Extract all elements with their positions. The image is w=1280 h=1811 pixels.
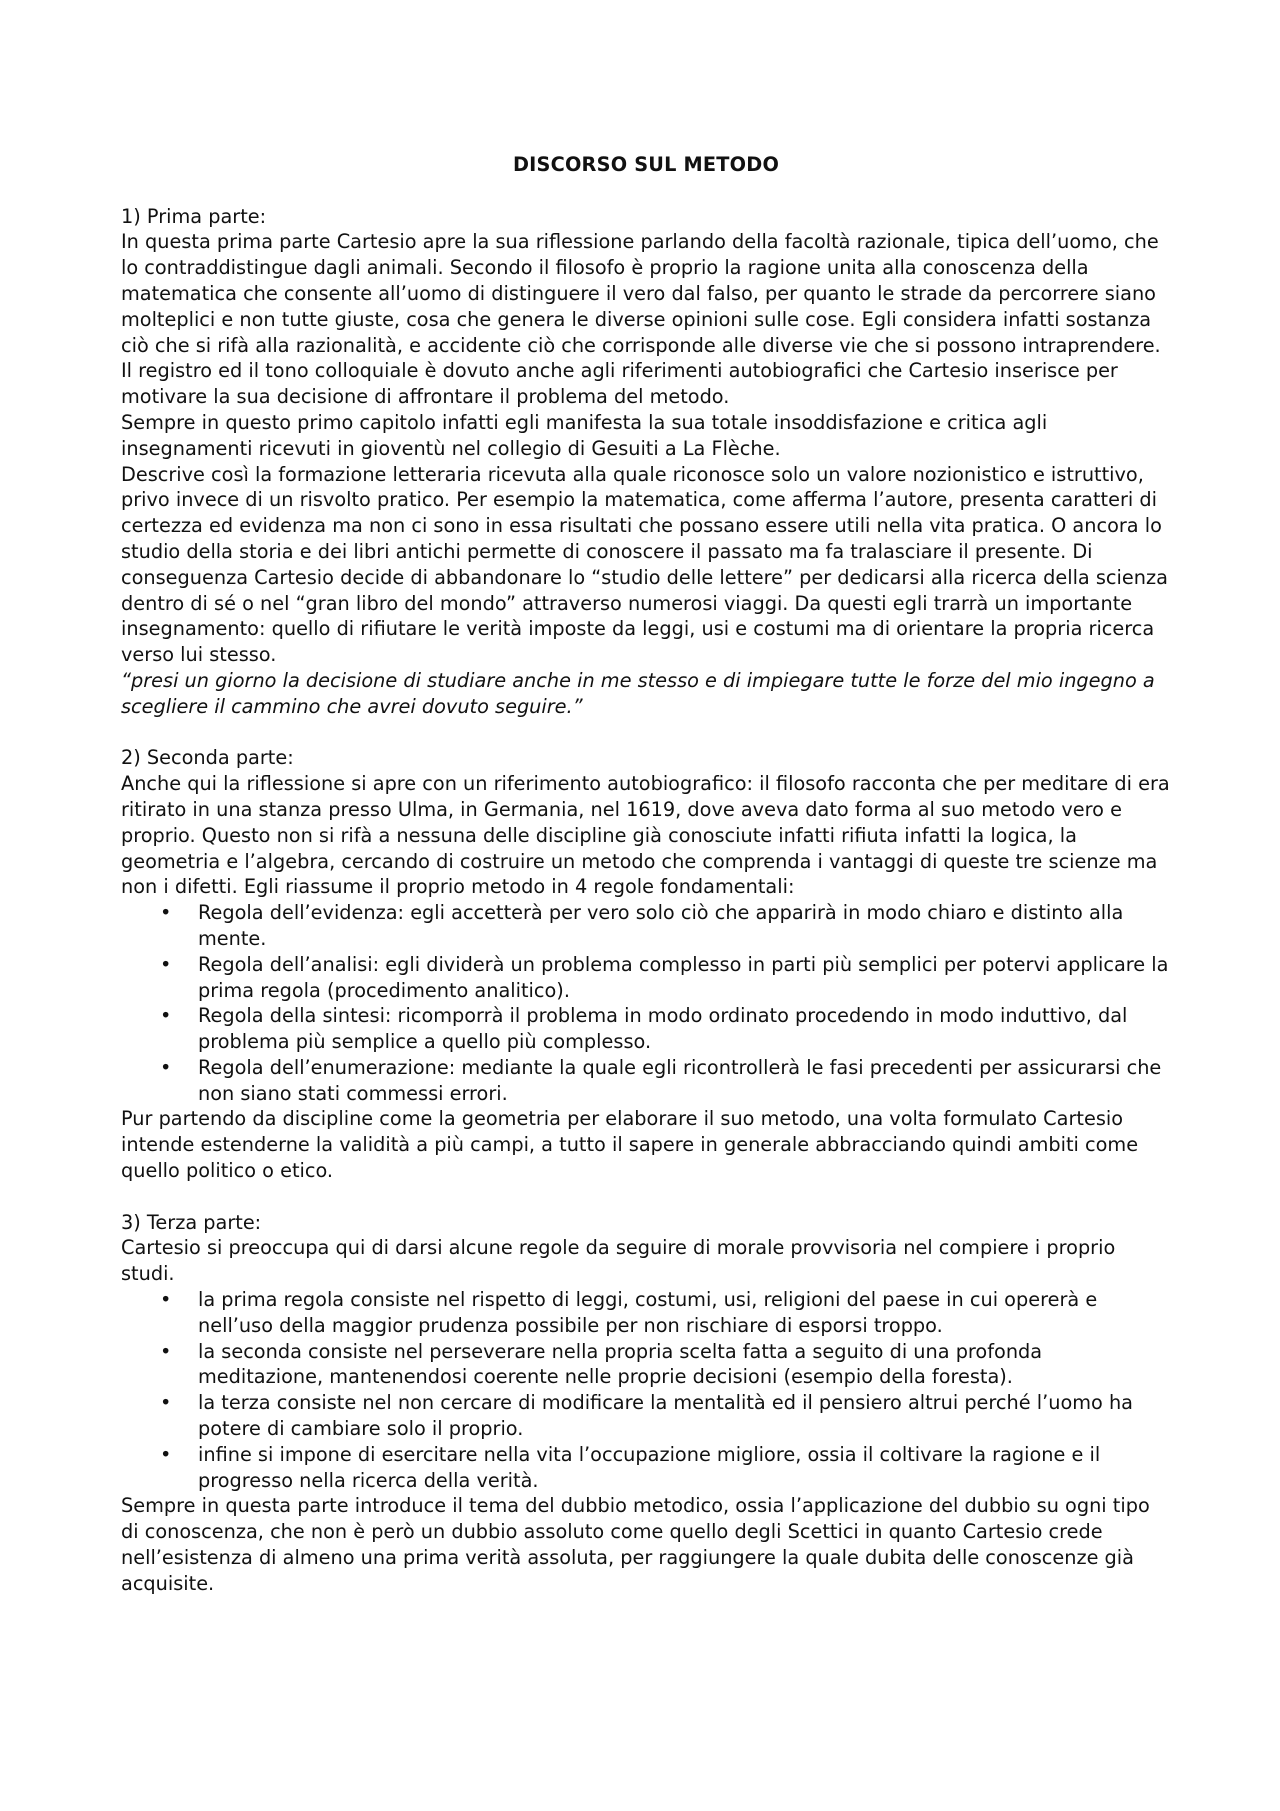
bullet-icon: • — [160, 1004, 172, 1028]
paragraph: Descrive così la formazione letteraria ricevuta alla quale riconosce solo un valore nozionistico e istruttivo, privo invece di un risvolto pratico. Per esempio la matematica, come afferma l’autore, presenta caratteri di certezza ed evidenza ma non ci sono in essa risultati che possano essere utili nella vita pratica. O ancora lo studio della storia e dei libri antichi permette di conoscere il passato ma fa tralasciare il presente. Di conseguenza Cartesio decide di abbandonare lo “studio delle lettere” per dedicarsi alla ricerca della scienza dentro di sé o nel “gran libro del mondo” attraverso numerosi viaggi. Da questi egli trarrà un importante insegnamento: quello di rifiutare le verità imposte da leggi, usi e costumi ma di orientare la propria ricerca verso lui stesso. — [121, 462, 1168, 667]
list-item-text: infine si impone di esercitare nella vita l’occupazione migliore, ossia il coltivare la ragione e il progresso nella ricerca della verità. — [198, 1442, 1101, 1492]
bullet-icon: • — [160, 952, 172, 976]
section-heading: 3) Terza parte: — [121, 1210, 262, 1234]
paragraph: Cartesio si preoccupa qui di darsi alcune regole da seguire di morale provvisoria nel compiere i proprio studi. — [121, 1236, 1116, 1286]
bullet-icon: • — [160, 901, 172, 925]
paragraph: Anche qui la riflessione si apre con un riferimento autobiografico: il filosofo racconta che per meditare di era ritirato in una stanza presso Ulma, in Germania, nel 1619, dove aveva dato forma al suo metodo vero e proprio. Questo non si rifà a nessuna delle discipline già conosciute infatti rifiuta infatti la logica, la geometria e l’algebra, cercando di costruire un metodo che comprenda i vantaggi di queste tre scienze ma non i difetti. Egli riassume il proprio metodo in 4 regole fondamentali: — [121, 772, 1170, 899]
list-item-text: la seconda consiste nel perseverare nella propria scelta fatta a seguito di una profonda meditazione, mantenendosi coerente nelle proprie decisioni (esempio della foresta). — [198, 1339, 1043, 1389]
list-item — [121, 1390, 1171, 1442]
section-terza-parte — [121, 1210, 1171, 1597]
paragraph: Sempre in questa parte introduce il tema del dubbio metodico, ossia l’applicazione del dubbio su ogni tipo di conoscenza, che non è però un dubbio assoluto come quello degli Scettici in quanto Cartesio crede nell’esistenza di almeno una prima verità assoluta, per raggiungere la quale dubita delle conoscenze già acquisite. — [121, 1494, 1150, 1595]
list-item — [121, 1339, 1171, 1391]
paragraph: Pur partendo da discipline come la geometria per elaborare il suo metodo, una volta formulato Cartesio intende estenderne la validità a più campi, a tutto il sapere in generale abbracciando quindi ambiti come quello politico o etico. — [121, 1107, 1139, 1183]
rules-list — [121, 900, 1171, 1106]
list-item — [121, 1442, 1171, 1494]
bullet-icon: • — [160, 1055, 172, 1079]
document-title: DISCORSO SUL METODO — [512, 153, 780, 176]
blank-line — [121, 720, 1171, 746]
bullet-icon: • — [160, 1339, 172, 1363]
section-seconda-parte — [121, 745, 1171, 1184]
list-item-text: Regola della sintesi: ricomporrà il problema in modo ordinato procedendo in modo induttivo, dal problema più semplice a quello più complesso. — [198, 1004, 1128, 1054]
list-item-text: Regola dell’enumerazione: mediante la quale egli ricontrollerà le fasi precedenti per assicurarsi che non siano stati commessi errori. — [198, 1055, 1162, 1105]
document-body — [121, 152, 1171, 1597]
list-item-text: la prima regola consiste nel rispetto di leggi, costumi, usi, religioni del paese in cui opererà e nell’uso della maggior prudenza possibile per non rischiare di esporsi troppo. — [198, 1288, 1098, 1337]
list-item — [121, 900, 1171, 952]
list-item-text: Regola dell’evidenza: egli accetterà per vero solo ciò che apparirà in modo chiaro e distinto alla mente. — [198, 901, 1124, 950]
bullet-icon: • — [160, 1288, 172, 1312]
section-prima-parte — [121, 204, 1171, 720]
list-item-text: la terza consiste nel non cercare di modificare la mentalità ed il pensiero altrui perché l’uomo ha potere di cambiare solo il proprio. — [198, 1391, 1133, 1441]
blank-line — [121, 1184, 1171, 1210]
list-item — [121, 952, 1171, 1004]
moral-rules-list — [121, 1287, 1171, 1493]
paragraph: In questa prima parte Cartesio apre la sua riflessione parlando della facoltà razionale, tipica dell’uomo, che lo contraddistingue dagli animali. Secondo il filosofo è proprio la ragione unita alla conoscenza della matematica che consente all’uomo di distinguere il vero dal falso, per quanto le strade da percorrere siano molteplici e non tutte giuste, cosa che genera le diverse opinioni sulle cose. Egli considera infatti sostanza ciò che si rifà alla razionalità, e accidente ciò che corrisponde alle diverse vie che si possono intraprendere. — [121, 230, 1161, 357]
list-item — [121, 1055, 1171, 1107]
bullet-icon: • — [160, 1442, 172, 1466]
section-heading: 1) Prima parte: — [121, 204, 267, 228]
bullet-icon: • — [160, 1391, 172, 1415]
paragraph: Il registro ed il tono colloquiale è dovuto anche agli riferimenti autobiografici che Cartesio inserisce per motivare la sua decisione di affrontare il problema del metodo. — [121, 359, 1118, 409]
list-item-text: Regola dell’analisi: egli dividerà un problema complesso in parti più semplici per potervi applicare la prima regola (procedimento analitico). — [198, 952, 1169, 1002]
list-item — [121, 1003, 1171, 1055]
paragraph: Sempre in questo primo capitolo infatti egli manifesta la sua totale insoddisfazione e critica agli insegnamenti ricevuti in gioventù nel collegio di Gesuiti a La Flèche. — [121, 410, 1048, 460]
section-heading: 2) Seconda parte: — [121, 746, 294, 770]
quote: “presi un giorno la decisione di studiare anche in me stesso e di impiegare tutte le forze del mio ingegno a scegliere il cammino che avrei dovuto seguire.” — [121, 668, 1155, 718]
list-item — [121, 1287, 1171, 1339]
